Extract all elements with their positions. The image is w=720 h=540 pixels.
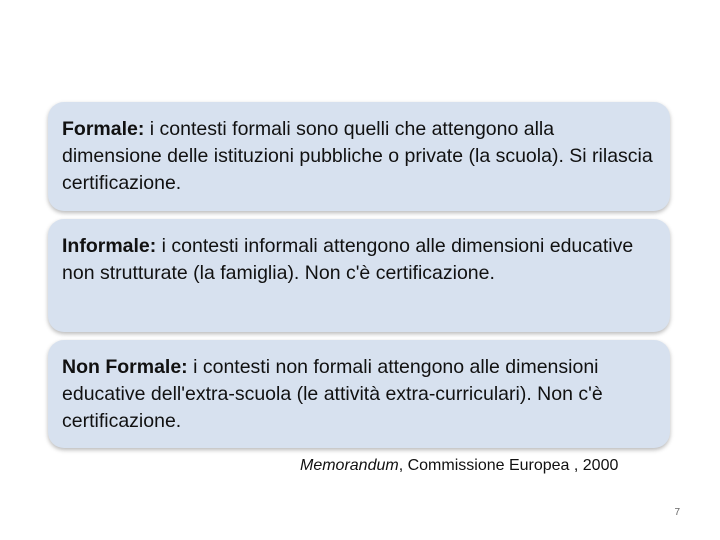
definition-box-informale [48, 219, 670, 332]
term-formale: Formale: [62, 118, 145, 140]
source-citation [300, 456, 660, 476]
definition-box-formale [48, 102, 670, 211]
definition-box-non-formale [48, 340, 670, 448]
citation-title: Memorandum [300, 457, 399, 474]
definition-informale: i contesti informali attengono alle dimensioni educative non strutturate (la famiglia). Non c'è certificazione. [62, 235, 634, 284]
definition-non-formale: i contesti non formali attengono alle dimensioni educative dell'extra-scuola (le attività extra-curriculari). Non c'è certificazione. [62, 356, 603, 432]
term-non-formale: Non Formale: [62, 356, 188, 378]
citation-source: , Commissione Europea , 2000 [398, 457, 619, 474]
term-informale: Informale: [62, 235, 157, 257]
definition-formale: i contesti formali sono quelli che attengono alla dimensione delle istituzioni pubbliche o private (la scuola). Si rilascia certificazione. [62, 118, 653, 194]
page-number: 7 [674, 507, 680, 518]
